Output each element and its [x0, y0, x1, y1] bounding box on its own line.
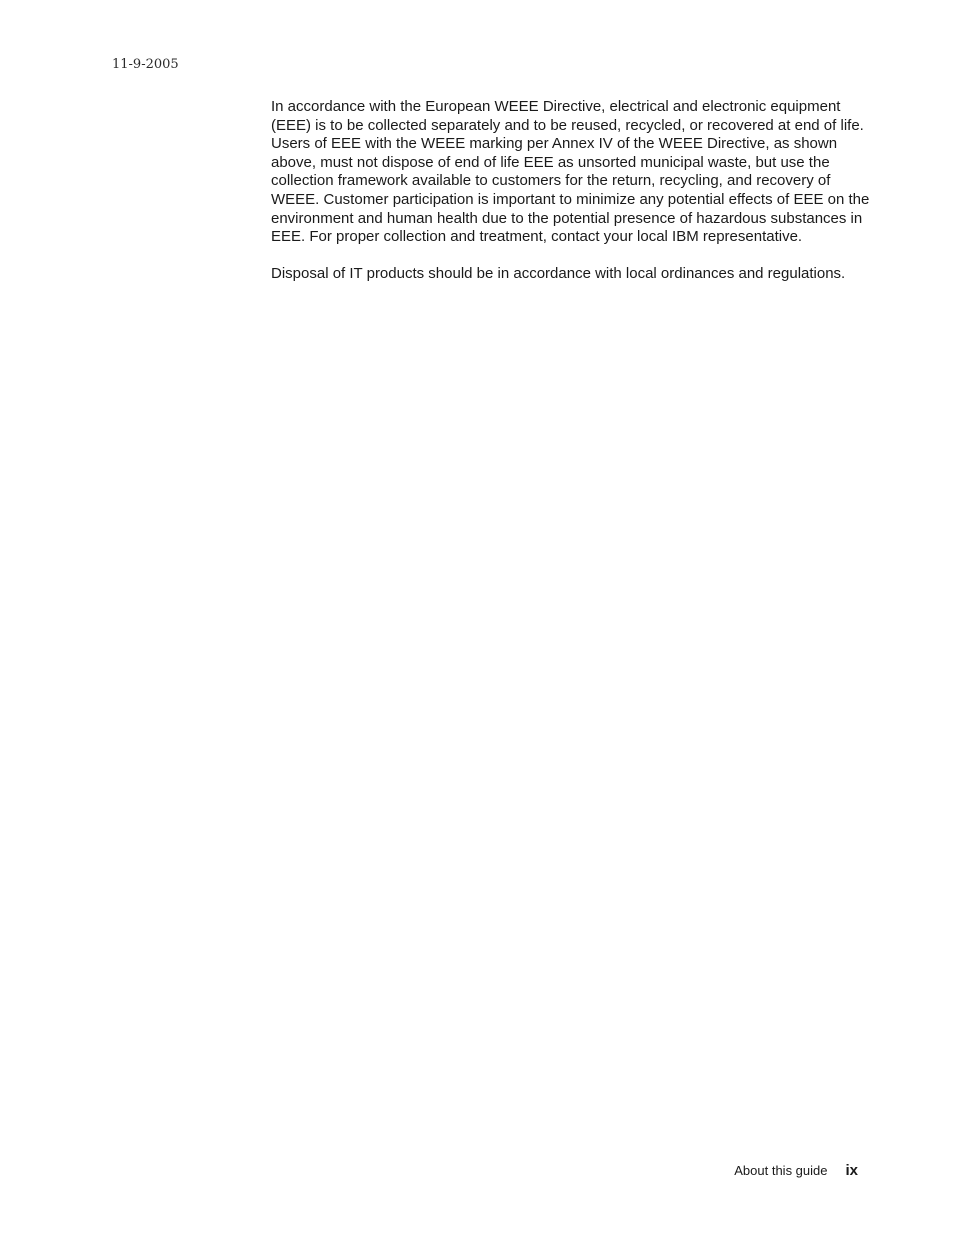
page-number: ix	[845, 1162, 858, 1179]
paragraph-weee-directive: In accordance with the European WEEE Directive, electrical and electronic equipment (EEE) is to be collected separately and to be reused, recycled, or recovered at end of life. Users of EEE with the WEEE marking per Annex IV of the WEEE Directive, as shown above, must not dispose of end of life EEE as unsorted municipal waste, but use the collection framework available to customers for the return, recycling, and recovery of WEEE. Customer participation is important to minimize any potential effects of EEE on the environment and human health due to the potential presence of hazardous substances in EEE. For proper collection and treatment, contact your local IBM representative.	[271, 98, 870, 246]
header-date: 11-9-2005	[112, 57, 179, 72]
page-footer	[734, 1162, 858, 1179]
footer-section-title: About this guide	[734, 1163, 828, 1178]
body-text	[271, 98, 871, 303]
paragraph-disposal: Disposal of IT products should be in accordance with local ordinances and regulations.	[271, 265, 846, 283]
